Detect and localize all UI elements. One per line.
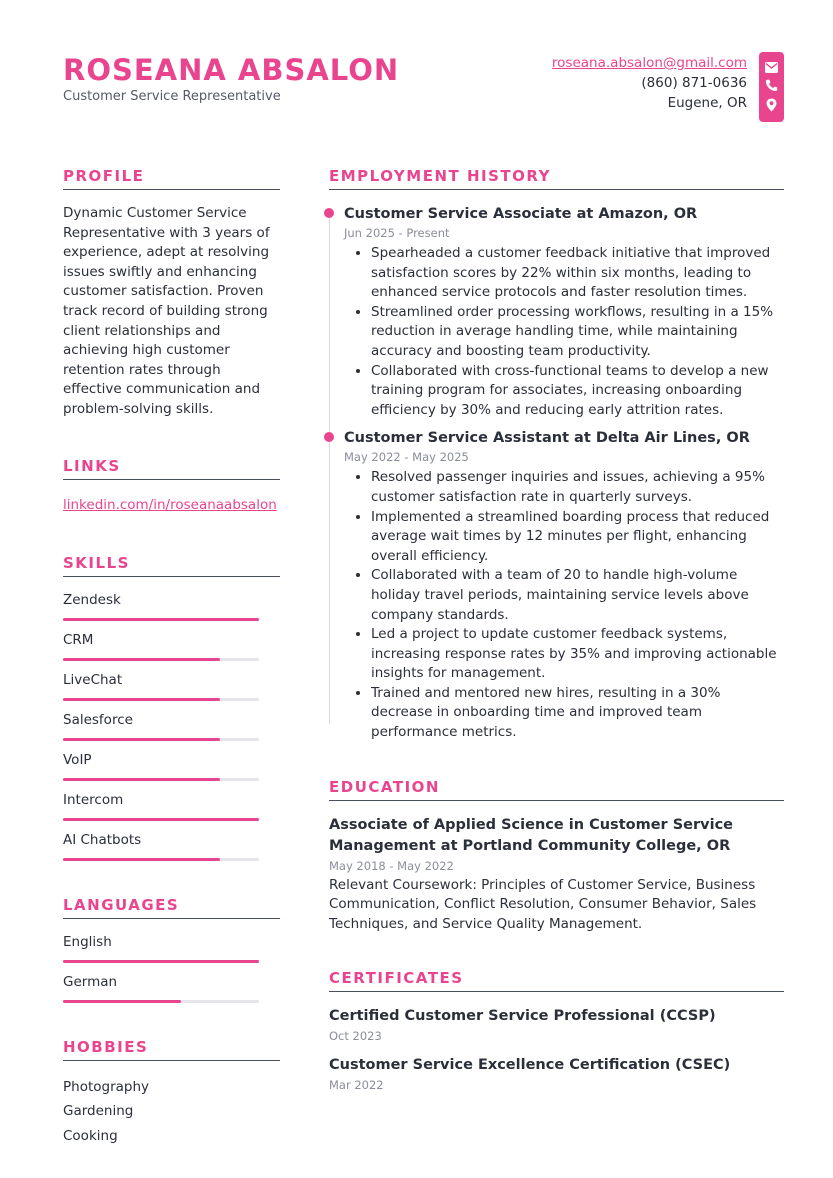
- skill-level-fill: [63, 658, 220, 661]
- skill-item: [63, 671, 280, 701]
- hobby-item: Cooking: [63, 1128, 118, 1145]
- skill-item: [63, 711, 280, 741]
- hobbies-section: [63, 1037, 280, 1149]
- resume-header: [63, 52, 784, 122]
- links-heading: LINKS: [63, 456, 280, 480]
- skill-name: CRM: [63, 631, 94, 648]
- skill-item: [63, 831, 280, 861]
- candidate-title: Customer Service Representative: [63, 89, 281, 104]
- skill-item: [63, 591, 280, 621]
- skill-level-bar: [63, 858, 259, 861]
- skill-level-fill: [63, 778, 220, 781]
- profile-text: Dynamic Customer Service Representative with 3 years of experience, adept at resolving issues swiftly and enhancing customer satisfaction. Proven track record of building strong client relationships and achieving high customer retention rates through effective communication and problem-solving skills.: [63, 205, 270, 417]
- job-bullet: • Implemented a streamlined boarding process that reduced average wait times by 12 minutes per flight, enhancing overall efficiency.: [371, 508, 784, 567]
- skill-level-bar: [63, 738, 259, 741]
- right-column: [329, 166, 784, 1104]
- skill-name: Intercom: [63, 791, 124, 808]
- hobby-item: Photography: [63, 1078, 150, 1095]
- skill-level-bar: [63, 818, 259, 821]
- skills-heading: SKILLS: [63, 553, 280, 577]
- employment-section: [329, 166, 784, 743]
- email-link[interactable]: roseana.absalon@gmail.com: [551, 55, 747, 71]
- employment-timeline: [329, 204, 784, 743]
- job-dates: May 2022 - May 2025: [344, 450, 469, 465]
- job-entry: [329, 428, 784, 742]
- language-item: [63, 973, 280, 1003]
- language-level-bar: [63, 1000, 259, 1003]
- skill-level-bar: [63, 618, 259, 621]
- education-section: [329, 777, 784, 935]
- skill-level-fill: [63, 738, 220, 741]
- skill-name: Salesforce: [63, 711, 133, 728]
- location-text: Eugene, OR: [667, 95, 747, 111]
- languages-section: [63, 895, 280, 1003]
- skills-section: [63, 553, 280, 861]
- certificate-title: Certified Customer Service Professional (CCSP): [329, 1008, 716, 1025]
- job-bullets: [344, 244, 784, 420]
- languages-heading: LANGUAGES: [63, 895, 280, 919]
- skill-level-bar: [63, 778, 259, 781]
- job-bullet: • Resolved passenger inquiries and issues, achieving a 95% customer satisfaction rate in quarterly surveys.: [371, 468, 784, 507]
- job-bullet: • Streamlined order processing workflows, resulting in a 15% reduction in average handling time, while maintaining accuracy and boosting team productivity.: [371, 303, 784, 362]
- profile-section: [63, 166, 280, 420]
- job-bullet: • Collaborated with a team of 20 to handle high-volume holiday travel periods, maintaining service levels above company standards.: [371, 566, 784, 625]
- language-level-fill: [63, 1000, 181, 1003]
- job-bullets: [344, 468, 784, 742]
- links-section: [63, 456, 280, 513]
- hobbies-heading: HOBBIES: [63, 1037, 280, 1061]
- language-level-fill: [63, 960, 259, 963]
- map-pin-icon: [766, 98, 777, 112]
- skill-name: LiveChat: [63, 671, 123, 688]
- skill-level-fill: [63, 698, 220, 701]
- skill-level-fill: [63, 858, 220, 861]
- language-name: German: [63, 973, 118, 990]
- skill-item: [63, 791, 280, 821]
- skill-level-bar: [63, 698, 259, 701]
- job-title: Customer Service Associate at Amazon, OR: [344, 206, 698, 222]
- job-title: Customer Service Assistant at Delta Air Lines, OR: [344, 430, 750, 447]
- timeline-dot: [324, 208, 334, 218]
- job-bullet: • Led a project to update customer feedback systems, increasing response rates by 35% and improving actionable insights for management.: [371, 625, 784, 684]
- language-level-bar: [63, 960, 259, 963]
- contact-icon-bar: [759, 52, 784, 122]
- certificates-section: [329, 968, 784, 1094]
- skill-name: AI Chatbots: [63, 831, 142, 848]
- envelope-icon: [765, 62, 778, 73]
- education-heading: EDUCATION: [329, 777, 784, 801]
- certificate-date: Oct 2023: [329, 1029, 382, 1044]
- contact-block: [552, 52, 784, 122]
- certificate-entry: [329, 1055, 784, 1094]
- certificates-heading: CERTIFICATES: [329, 968, 784, 992]
- skill-level-bar: [63, 658, 259, 661]
- phone-text: (860) 871-0636: [641, 75, 747, 91]
- skill-name: VoIP: [63, 751, 92, 768]
- linkedin-link[interactable]: linkedin.com/in/roseanaabsalon: [63, 496, 277, 513]
- skill-name: Zendesk: [63, 591, 121, 608]
- skill-level-fill: [63, 818, 259, 821]
- certificate-entry: [329, 1006, 784, 1045]
- job-bullet: • Collaborated with cross-functional teams to develop a new training program for associates, increasing onboarding efficiency by 30% and reducing early attrition rates.: [371, 362, 784, 421]
- candidate-name: ROSEANA ABSALON: [63, 53, 400, 87]
- job-bullet: • Spearheaded a customer feedback initiative that improved satisfaction scores by 22% within six months, leading to enhanced service protocols and faster resolution times.: [371, 244, 784, 303]
- profile-heading: PROFILE: [63, 166, 280, 190]
- skill-level-fill: [63, 618, 259, 621]
- job-entry: [329, 204, 784, 420]
- language-item: [63, 933, 280, 963]
- education-details: Relevant Coursework: Principles of Customer Service, Business Communication, Conflict Resolution, Consumer Behavior, Sales Techniques, and Service Quality Management.: [329, 876, 757, 932]
- certificate-title: Customer Service Excellence Certification (CSEC): [329, 1057, 731, 1074]
- job-dates: Jun 2025 - Present: [344, 226, 450, 240]
- hobby-item: Gardening: [63, 1103, 134, 1120]
- education-dates: May 2018 - May 2022: [329, 858, 454, 873]
- left-column: [63, 166, 280, 1149]
- language-name: English: [63, 933, 112, 950]
- employment-heading: EMPLOYMENT HISTORY: [329, 166, 784, 190]
- phone-icon: [765, 79, 778, 92]
- timeline-dot: [324, 432, 334, 442]
- skill-item: [63, 751, 280, 781]
- job-bullet: • Trained and mentored new hires, resulting in a 30% decrease in onboarding time and improved team performance metrics.: [371, 684, 784, 743]
- certificate-date: Mar 2022: [329, 1078, 384, 1093]
- degree-title: Associate of Applied Science in Customer Service Management at Portland Community College, OR: [329, 816, 734, 854]
- skill-item: [63, 631, 280, 661]
